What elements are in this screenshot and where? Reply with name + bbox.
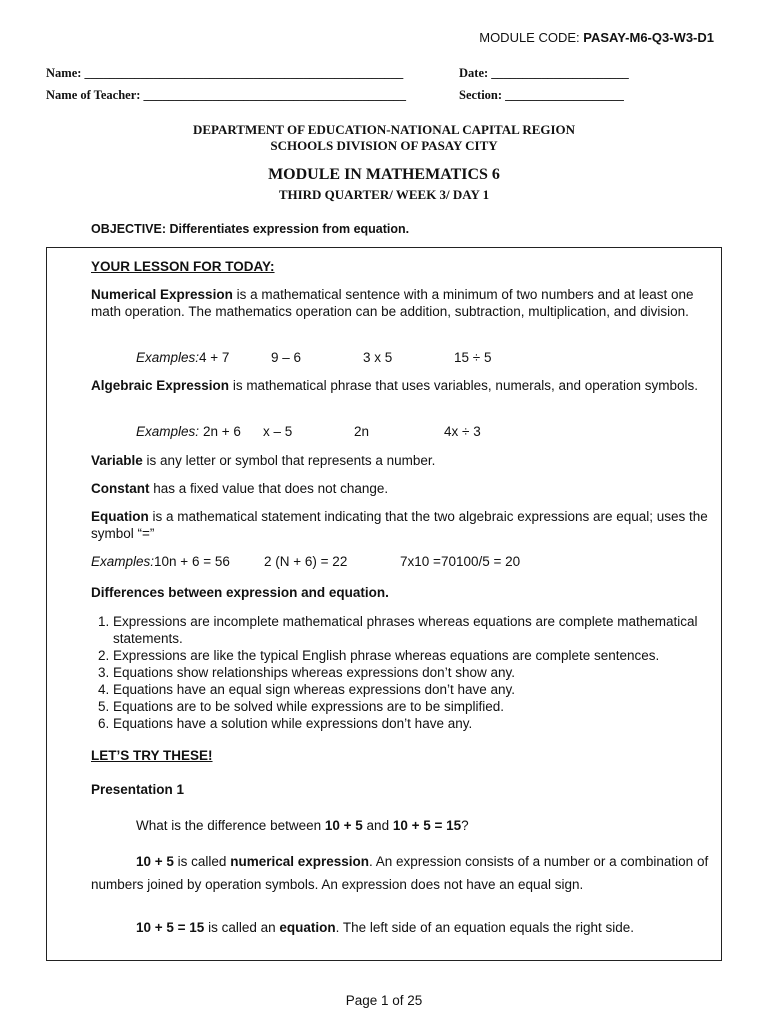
explanation-text: is called an [204,920,280,935]
date-field: Date: ______________________ [459,66,629,80]
variable-def: is any letter or symbol that represents a number. [142,453,436,468]
example-item: x – 5 [263,424,293,439]
list-item: 2. Expressions are like the typical English phrase whereas equations are complete sentences. [113,647,727,664]
example-item: 2n + 6 [203,424,241,439]
constant-def: has a fixed value that does not change. [149,481,389,496]
equation-example: 10 + 5 = 15 [136,920,205,935]
list-item: 4. Equations have an equal sign whereas expressions don’t have any. [113,681,727,698]
quarter-title: THIRD QUARTER/ WEEK 3/ DAY 1 [278,187,490,202]
module-code-value: PASAY-M6-Q3-W3-D1 [583,30,714,45]
page-number: Page 1 of 25 [345,993,423,1008]
numerical-expression-definition [91,286,721,320]
example-item: 9 – 6 [271,350,302,365]
algebraic-examples [136,423,481,440]
equation-term: equation [279,920,336,935]
algebraic-term: Algebraic Expression [91,378,230,393]
equation-def: is a mathematical statement indicating that the two algebraic expressions are equal; uses the symbol “=” [91,509,708,541]
presentation-heading: Presentation 1 [91,782,185,797]
numerical-def: is a mathematical sentence with a minimum of two numbers and at least one math operation. The mathematics operation can be addition, subtraction, multiplication, and division. [91,287,694,319]
explanation-text: . An expression consists of a number or a combination of numbers joined by operation symbols. An expression does not have an equal sign. [91,854,709,892]
section-field: Section: ___________________ [459,88,624,102]
examples-label: Examples: [136,424,200,439]
list-item: 1. Expressions are incomplete mathematical phrases whereas equations are complete mathematical statements. [113,613,727,647]
department-title: DEPARTMENT OF EDUCATION-NATIONAL CAPITAL REGION [192,122,576,137]
equation-examples [91,553,520,570]
differences-list [91,613,727,732]
example-item: 2n [354,424,370,439]
expression-term: numerical expression [230,854,370,869]
explanation-text: . The left side of an equation equals the right side. [335,920,635,935]
variable-term: Variable [91,453,143,468]
objective: OBJECTIVE: Differentiates expression from equation. [91,222,410,236]
algebraic-expression-definition [91,377,721,394]
example-item: 15 ÷ 5 [454,350,492,365]
division-title: SCHOOLS DIVISION OF PASAY CITY [270,138,498,153]
numerical-term: Numerical Expression [91,287,233,302]
question-text: ? [461,818,469,833]
example-item: 3 x 5 [363,350,393,365]
question-text: and [362,818,393,833]
teacher-field: Name of Teacher: __________________________________________ [46,88,407,102]
constant-definition [91,480,388,497]
expression-explanation [91,851,717,896]
equation-term: Equation [91,509,149,524]
list-item: 5. Equations are to be solved while expressions are to be simplified. [113,698,727,715]
lesson-heading: YOUR LESSON FOR TODAY: [91,259,275,274]
try-heading: LET’S TRY THESE! [91,748,213,763]
examples-label: Examples: [91,554,155,569]
numerical-examples [136,349,491,366]
module-code [479,30,714,45]
expression-example: 10 + 5 [136,854,174,869]
example-item: 7x10 =70100/5 = 20 [400,554,521,569]
list-item: 6. Equations have a solution while expressions don’t have any. [113,715,727,732]
variable-definition [91,452,435,469]
algebraic-def: is mathematical phrase that uses variables, numerals, and operation symbols. [229,378,699,393]
example-item: 2 (N + 6) = 22 [264,554,348,569]
name-field: Name: ___________________________________________________ [46,66,404,80]
example-item: 10n + 6 = 56 [154,554,230,569]
question-equation: 10 + 5 = 15 [392,818,462,833]
equation-definition [91,508,723,542]
module-title: MODULE IN MATHEMATICS 6 [268,166,500,183]
example-item: 4 + 7 [199,350,230,365]
module-code-label: MODULE CODE: [479,30,584,45]
list-item: 3. Equations show relationships whereas expressions don’t show any. [113,664,727,681]
presentation-question [136,817,469,834]
explanation-text: is called [173,854,231,869]
question-expression: 10 + 5 [324,818,363,833]
example-item: 4x ÷ 3 [444,424,481,439]
equation-explanation [136,919,634,936]
question-text: What is the difference between [136,818,325,833]
constant-term: Constant [91,481,150,496]
differences-heading: Differences between expression and equation. [91,585,389,600]
examples-label: Examples: [136,350,200,365]
